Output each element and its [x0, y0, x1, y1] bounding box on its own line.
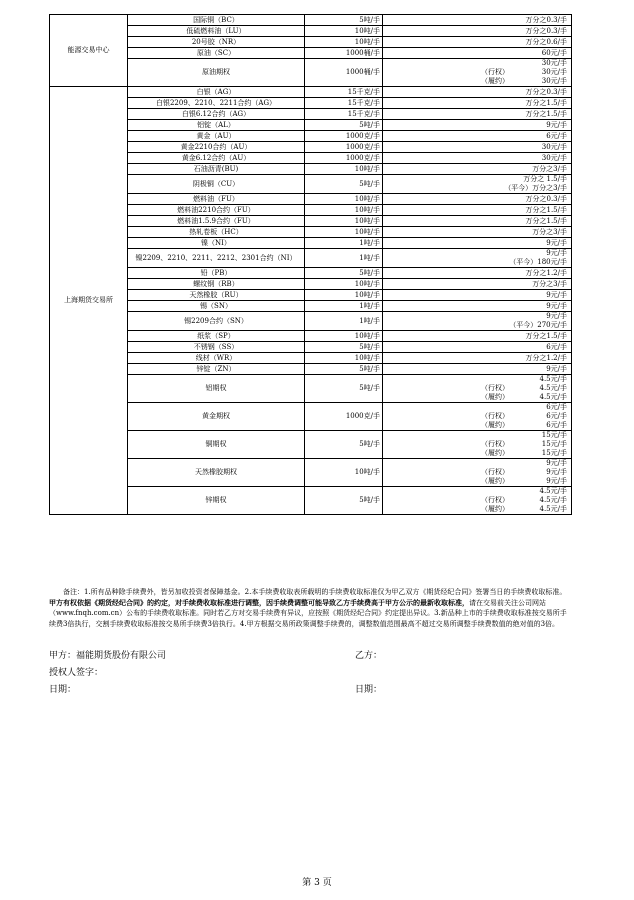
trading-unit: 5吨/手 — [305, 375, 383, 403]
product-name: 黄金期权 — [128, 403, 305, 431]
fee-line — [385, 143, 569, 152]
product-name: 原油期权 — [128, 59, 305, 87]
product-name: 原油（SC） — [128, 48, 305, 59]
fee-value: 万分之1.5/手 — [525, 109, 567, 118]
product-name: 燃料油（FU） — [128, 194, 305, 205]
product-name: 白银（AG） — [128, 87, 305, 98]
fee-cell — [383, 353, 572, 364]
trading-unit: 1000桶/手 — [305, 59, 383, 87]
table-row — [50, 153, 572, 164]
table-row — [50, 238, 572, 249]
table-row — [50, 131, 572, 142]
fee-type-label: （行权） — [481, 412, 509, 420]
fee-type-label: （履约） — [481, 449, 509, 457]
table-row — [50, 312, 572, 331]
fee-type-label: （行权） — [481, 440, 509, 448]
remarks-note — [49, 587, 571, 629]
fee-value: （平今）270元/手 — [509, 321, 567, 329]
table-row — [50, 26, 572, 37]
fee-line — [385, 459, 569, 468]
fee-value: 万分之1.5/手 — [525, 331, 567, 340]
table-row — [50, 109, 572, 120]
trading-unit: 1吨/手 — [305, 249, 383, 268]
fee-value: 万分之3/手 — [532, 164, 567, 173]
fee-table-body — [50, 15, 572, 515]
fee-cell — [383, 375, 572, 403]
fee-cell — [383, 216, 572, 227]
fee-value: 万分之0.3/手 — [525, 15, 567, 24]
trading-unit: 10吨/手 — [305, 290, 383, 301]
product-name: 黄金6.12合约（AU） — [128, 153, 305, 164]
product-name: 天然橡胶（RU） — [128, 290, 305, 301]
fee-line — [385, 291, 569, 300]
fee-line — [385, 321, 569, 330]
fee-line — [385, 280, 569, 289]
trading-unit: 10吨/手 — [305, 459, 383, 487]
fee-line — [385, 269, 569, 278]
fee-value: 4.5元/手 — [539, 505, 567, 513]
fee-value: 6元/手 — [546, 412, 567, 420]
table-row — [50, 15, 572, 26]
fee-line — [385, 375, 569, 384]
fee-cell — [383, 98, 572, 109]
fee-value: 6元/手 — [546, 342, 567, 351]
product-name: 燃料油1.5.9合约（FU） — [128, 216, 305, 227]
fee-line — [385, 228, 569, 237]
fee-value: 万分之 1.5/手 — [523, 175, 567, 183]
fee-line — [385, 132, 569, 141]
product-name: 铜期权 — [128, 431, 305, 459]
fee-line — [385, 365, 569, 374]
table-row — [50, 375, 572, 403]
fee-line — [385, 59, 569, 68]
trading-unit: 5吨/手 — [305, 342, 383, 353]
trading-unit: 1000克/手 — [305, 142, 383, 153]
table-row — [50, 175, 572, 194]
fee-cell — [383, 331, 572, 342]
product-name: 纸浆（SP） — [128, 331, 305, 342]
fee-cell — [383, 290, 572, 301]
page-number: 第 3 页 — [302, 878, 332, 888]
trading-unit: 15千克/手 — [305, 98, 383, 109]
fee-value: 4.5元/手 — [539, 496, 567, 504]
fee-line — [385, 312, 569, 321]
fee-table — [49, 14, 572, 515]
product-name: 低硫燃料油（LU） — [128, 26, 305, 37]
trading-unit: 5吨/手 — [305, 175, 383, 194]
table-row — [50, 353, 572, 364]
fee-type-label: （履约） — [481, 393, 509, 401]
fee-cell — [383, 301, 572, 312]
fee-type-label: （履约） — [481, 77, 509, 85]
exchange-name: 上海期货交易所 — [50, 87, 128, 515]
fee-line — [385, 343, 569, 352]
fee-value: 30元/手 — [541, 59, 567, 67]
fee-line — [385, 449, 569, 458]
fee-cell — [383, 342, 572, 353]
product-name: 锌期权 — [128, 487, 305, 515]
product-name: 螺纹钢（RB） — [128, 279, 305, 290]
table-row — [50, 403, 572, 431]
table-row — [50, 59, 572, 87]
table-row — [50, 290, 572, 301]
fee-line — [385, 77, 569, 86]
fee-value: 9元/手 — [546, 468, 567, 476]
fee-cell — [383, 238, 572, 249]
table-row — [50, 268, 572, 279]
fee-value: 9元/手 — [546, 312, 567, 320]
fee-value: 9元/手 — [546, 238, 567, 247]
fee-line — [385, 239, 569, 248]
trading-unit: 10吨/手 — [305, 331, 383, 342]
fee-value: 万分之1.5/手 — [525, 98, 567, 107]
fee-value: 万分之0.3/手 — [525, 26, 567, 35]
fee-line — [385, 195, 569, 204]
product-name: 锌锭（ZN） — [128, 364, 305, 375]
fee-value: 9元/手 — [546, 301, 567, 310]
trading-unit: 1吨/手 — [305, 238, 383, 249]
trading-unit: 1000桶/手 — [305, 48, 383, 59]
fee-line — [385, 332, 569, 341]
fee-line — [385, 496, 569, 505]
trading-unit: 10吨/手 — [305, 37, 383, 48]
fee-cell — [383, 268, 572, 279]
fee-line — [385, 249, 569, 258]
fee-type-label: （履约） — [481, 505, 509, 513]
trading-unit: 5吨/手 — [305, 268, 383, 279]
product-name: 热轧卷板（HC） — [128, 227, 305, 238]
fee-cell — [383, 312, 572, 331]
fee-line — [385, 206, 569, 215]
fee-value: 万分之0.3/手 — [525, 87, 567, 96]
fee-value: 30元/手 — [541, 77, 567, 85]
fee-cell — [383, 175, 572, 194]
table-row — [50, 37, 572, 48]
fee-value: 万分之0.6/手 — [525, 37, 567, 46]
fee-line — [385, 68, 569, 77]
table-row — [50, 331, 572, 342]
fee-value: 4.5元/手 — [539, 393, 567, 401]
trading-unit: 10吨/手 — [305, 216, 383, 227]
fee-line — [385, 184, 569, 193]
table-row — [50, 98, 572, 109]
fee-value: 万分之1.5/手 — [525, 216, 567, 225]
table-row — [50, 249, 572, 268]
product-name: 锡（SN） — [128, 301, 305, 312]
fee-value: 万分之1.2/手 — [525, 353, 567, 362]
product-name: 黄金2210合约（AU） — [128, 142, 305, 153]
remarks-bold: 甲方有权依据《期货经纪合同》的约定，对手续费收取标准进行调整，因手续费调整可能导致乙方手续费高于甲方公示的最新收取标准， — [49, 597, 469, 607]
table-row — [50, 142, 572, 153]
fee-type-label: （履约） — [481, 477, 509, 485]
fee-cell — [383, 26, 572, 37]
fee-line — [385, 110, 569, 119]
product-name: 铝锭（AL） — [128, 120, 305, 131]
fee-line — [385, 16, 569, 25]
fee-line — [385, 431, 569, 440]
trading-unit: 1000克/手 — [305, 403, 383, 431]
table-row — [50, 342, 572, 353]
fee-line — [385, 121, 569, 130]
table-row — [50, 194, 572, 205]
fee-cell — [383, 87, 572, 98]
fee-value: 万分之1.2/手 — [525, 268, 567, 277]
fee-line — [385, 354, 569, 363]
trading-unit: 1000克/手 — [305, 153, 383, 164]
table-row — [50, 364, 572, 375]
product-name: 锡2209合约（SN） — [128, 312, 305, 331]
fee-line — [385, 49, 569, 58]
fee-line — [385, 27, 569, 36]
fee-cell — [383, 109, 572, 120]
fee-cell — [383, 194, 572, 205]
fee-cell — [383, 131, 572, 142]
exchange-name: 能源交易中心 — [50, 15, 128, 87]
fee-value: （平今）180元/手 — [509, 258, 567, 266]
fee-value: 4.5元/手 — [539, 384, 567, 392]
fee-value: 15元/手 — [541, 440, 567, 448]
fee-cell — [383, 59, 572, 87]
product-name: 白银2209、2210、2211合约（AG） — [128, 98, 305, 109]
table-row — [50, 227, 572, 238]
product-name: 线材（WR） — [128, 353, 305, 364]
fee-line — [385, 393, 569, 402]
fee-line — [385, 165, 569, 174]
fee-line — [385, 384, 569, 393]
fee-value: 万分之3/手 — [532, 279, 567, 288]
fee-cell — [383, 403, 572, 431]
remarks-part-1: 备注：1.所有品种除手续费外，皆另加收投资者保障基金。2.本手续费收取表所载明的手续费收取标准仅为甲乙双方《期货经纪合同》签署当日的手续费收取标准。 — [63, 588, 567, 596]
fee-cell — [383, 48, 572, 59]
trading-unit: 1000克/手 — [305, 131, 383, 142]
table-row — [50, 120, 572, 131]
fee-cell — [383, 227, 572, 238]
authorized-signature-label: 授权人签字： — [49, 668, 104, 678]
trading-unit: 10吨/手 — [305, 164, 383, 175]
fee-line — [385, 154, 569, 163]
fee-line — [385, 99, 569, 108]
remarks-part-2: 请在交易前关注公司网站（www.fnqh.com.cn）公布的手续费收取标准。同时若乙方对交易手续费有异议，应按照《期货经纪合同》约定提出异议。3.新品种上市的手续费收取标准按交易所手续费3倍执行，交割手续费收取标准按交易所手续费3倍执行。4.甲方根据交易所政策调整手续费的，调整数值范围最高不超过交易所调整手续费数值的绝对值的3倍。 — [49, 598, 567, 628]
fee-cell — [383, 431, 572, 459]
fee-line — [385, 88, 569, 97]
fee-value: （平今）万分之3/手 — [504, 184, 567, 192]
product-name: 白银6.12合约（AG） — [128, 109, 305, 120]
fee-type-label: （行权） — [481, 68, 509, 76]
fee-value: 9元/手 — [546, 249, 567, 257]
fee-type-label: （行权） — [481, 384, 509, 392]
fee-line — [385, 421, 569, 430]
fee-cell — [383, 364, 572, 375]
party-b-label: 乙方： — [355, 651, 383, 661]
trading-unit: 10吨/手 — [305, 279, 383, 290]
fee-value: 万分之3/手 — [532, 227, 567, 236]
fee-value: 15元/手 — [541, 431, 567, 439]
trading-unit: 15千克/手 — [305, 87, 383, 98]
fee-line — [385, 403, 569, 412]
product-name: 镍（NI） — [128, 238, 305, 249]
trading-unit: 5吨/手 — [305, 431, 383, 459]
trading-unit: 10吨/手 — [305, 205, 383, 216]
fee-value: 9元/手 — [546, 477, 567, 485]
fee-line — [385, 412, 569, 421]
fee-line — [385, 468, 569, 477]
fee-value: 60元/手 — [541, 48, 567, 57]
fee-line — [385, 217, 569, 226]
product-name: 20号胶（NR） — [128, 37, 305, 48]
fee-cell — [383, 205, 572, 216]
trading-unit: 1吨/手 — [305, 312, 383, 331]
fee-cell — [383, 37, 572, 48]
table-row — [50, 459, 572, 487]
party-b-date-label: 日期： — [355, 685, 383, 695]
fee-value: 9元/手 — [546, 364, 567, 373]
trading-unit: 10吨/手 — [305, 194, 383, 205]
fee-value: 9元/手 — [546, 120, 567, 129]
trading-unit: 10吨/手 — [305, 26, 383, 37]
fee-cell — [383, 279, 572, 290]
fee-value: 9元/手 — [546, 290, 567, 299]
fee-type-label: （行权） — [481, 496, 509, 504]
fee-value: 6元/手 — [546, 131, 567, 140]
trading-unit: 5吨/手 — [305, 120, 383, 131]
fee-cell — [383, 142, 572, 153]
trading-unit: 1吨/手 — [305, 301, 383, 312]
table-row — [50, 487, 572, 515]
fee-line — [385, 175, 569, 184]
table-row — [50, 279, 572, 290]
fee-value: 6元/手 — [546, 403, 567, 411]
product-name: 铝期权 — [128, 375, 305, 403]
fee-type-label: （履约） — [481, 421, 509, 429]
table-row — [50, 48, 572, 59]
table-row — [50, 301, 572, 312]
fee-value: 30元/手 — [541, 153, 567, 162]
table-row — [50, 164, 572, 175]
fee-cell — [383, 487, 572, 515]
product-name: 石油沥青(BU) — [128, 164, 305, 175]
trading-unit: 15千克/手 — [305, 109, 383, 120]
product-name: 黄金（AU） — [128, 131, 305, 142]
table-row — [50, 216, 572, 227]
table-row — [50, 87, 572, 98]
fee-cell — [383, 15, 572, 26]
product-name: 镍2209、2210、2211、2212、2301合约（NI） — [128, 249, 305, 268]
party-a-label: 甲方：福能期货股份有限公司 — [49, 651, 167, 661]
fee-type-label: （行权） — [481, 468, 509, 476]
trading-unit: 10吨/手 — [305, 353, 383, 364]
table-row — [50, 431, 572, 459]
fee-line — [385, 440, 569, 449]
product-name: 不锈钢（SS） — [128, 342, 305, 353]
trading-unit: 5吨/手 — [305, 364, 383, 375]
fee-line — [385, 258, 569, 267]
fee-line — [385, 38, 569, 47]
fee-value: 9元/手 — [546, 459, 567, 467]
fee-cell — [383, 459, 572, 487]
product-name: 铅（PB） — [128, 268, 305, 279]
fee-value: 30元/手 — [541, 142, 567, 151]
product-name: 燃料油2210合约（FU） — [128, 205, 305, 216]
fee-cell — [383, 164, 572, 175]
fee-value: 4.5元/手 — [539, 375, 567, 383]
fee-value: 万分之1.5/手 — [525, 205, 567, 214]
fee-line — [385, 487, 569, 496]
fee-line — [385, 302, 569, 311]
fee-value: 30元/手 — [541, 68, 567, 76]
trading-unit: 5吨/手 — [305, 15, 383, 26]
trading-unit: 5吨/手 — [305, 487, 383, 515]
trading-unit: 10吨/手 — [305, 227, 383, 238]
fee-value: 4.5元/手 — [539, 487, 567, 495]
fee-cell — [383, 249, 572, 268]
product-name: 天然橡胶期权 — [128, 459, 305, 487]
product-name: 阴极铜（CU） — [128, 175, 305, 194]
fee-cell — [383, 120, 572, 131]
fee-line — [385, 477, 569, 486]
fee-value: 万分之0.3/手 — [525, 194, 567, 203]
product-name: 国际铜（BC） — [128, 15, 305, 26]
fee-value: 15元/手 — [541, 449, 567, 457]
table-row — [50, 205, 572, 216]
fee-line — [385, 505, 569, 514]
party-a-date-label: 日期： — [49, 685, 77, 695]
fee-cell — [383, 153, 572, 164]
fee-value: 6元/手 — [546, 421, 567, 429]
